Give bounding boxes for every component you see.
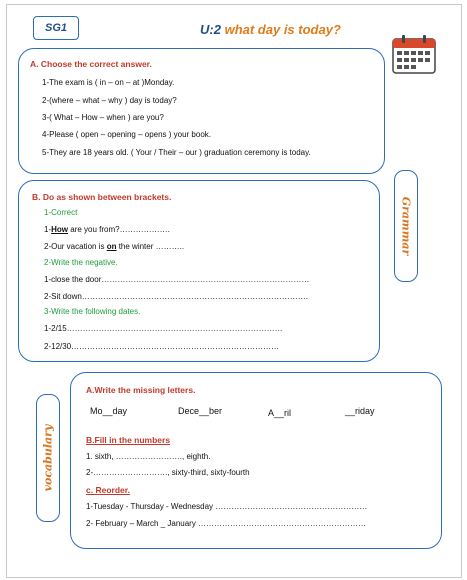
question-a3: 3-( What – How – when ) are you? <box>42 113 164 122</box>
missing-word-3: A__ril <box>268 408 292 418</box>
grammar-side-label <box>394 170 418 282</box>
subheading-negative: 2-Write the negative. <box>44 258 118 267</box>
date-item-2: 2-12/30…………………………………………………………………… <box>44 342 280 351</box>
fill-item-1: 1. sixth, ……………………., eighth. <box>86 452 211 461</box>
unit-number: U:2 <box>200 22 221 37</box>
question-a2: 2-(where – what – why ) day is today? <box>42 96 177 105</box>
negative-item-2: 2-Sit down…………………………………………………………………………. <box>44 292 309 301</box>
question-a4: 4-Please ( open – opening – opens ) your book. <box>42 130 212 139</box>
missing-word-2: Dece__ber <box>178 406 223 416</box>
vocabulary-side-label <box>36 394 60 522</box>
unit-title <box>200 22 341 37</box>
reorder-heading: c. Reorder. <box>86 485 130 495</box>
negative-item-1: 1-close the door…………………………………………………………………… <box>44 275 310 284</box>
section-b-heading: B. Do as shown between brackets. <box>32 192 172 202</box>
correct-item-1 <box>44 225 170 234</box>
date-item-1: 1-2/15……………………………………………………………………… <box>44 324 283 333</box>
reorder-item-1: 1-Tuesday - Thursday - Wednesday ………………………………………………… <box>86 502 368 511</box>
question-a1: 1-The exam is ( in – on – at )Monday. <box>42 78 175 87</box>
section-a-heading: A. Choose the correct answer. <box>30 59 152 69</box>
correct-item-2 <box>44 242 184 251</box>
sheet-label: SG1 <box>33 16 79 40</box>
unit-title-text: what day is today? <box>224 22 341 37</box>
vocabulary-label-text: vocabulary <box>41 424 55 492</box>
correct-item-1-number: 1- <box>44 225 52 234</box>
missing-letters-heading: A.Write the missing letters. <box>86 385 196 395</box>
subheading-dates: 3-Write the following dates. <box>44 307 141 316</box>
correct-item-2-start: 2-Our vacation is <box>44 242 107 251</box>
fill-numbers-heading: B.Fill in the numbers <box>86 435 171 445</box>
missing-word-1: Mo__day <box>90 406 128 416</box>
correct-item-1-emphasis: How <box>51 225 69 234</box>
grammar-label-text: Grammar <box>399 196 413 256</box>
reorder-item-2: 2- February – March _ January ……………………………………………………… <box>86 519 367 528</box>
correct-item-2-emphasis: on <box>106 242 117 251</box>
subheading-correct: 1-Correct <box>44 208 78 217</box>
question-a5: 5-They are 18 years old. ( Your / Their – our ) graduation ceremony is today. <box>42 148 311 157</box>
calendar-icon <box>392 34 436 74</box>
correct-item-2-rest: the winter ……….. <box>116 242 185 251</box>
correct-item-1-rest: are you from?………………. <box>68 225 170 234</box>
fill-item-2: 2-………………………., sixty-third, sixty-fourth <box>86 468 250 477</box>
missing-word-4: __riday <box>345 406 375 416</box>
